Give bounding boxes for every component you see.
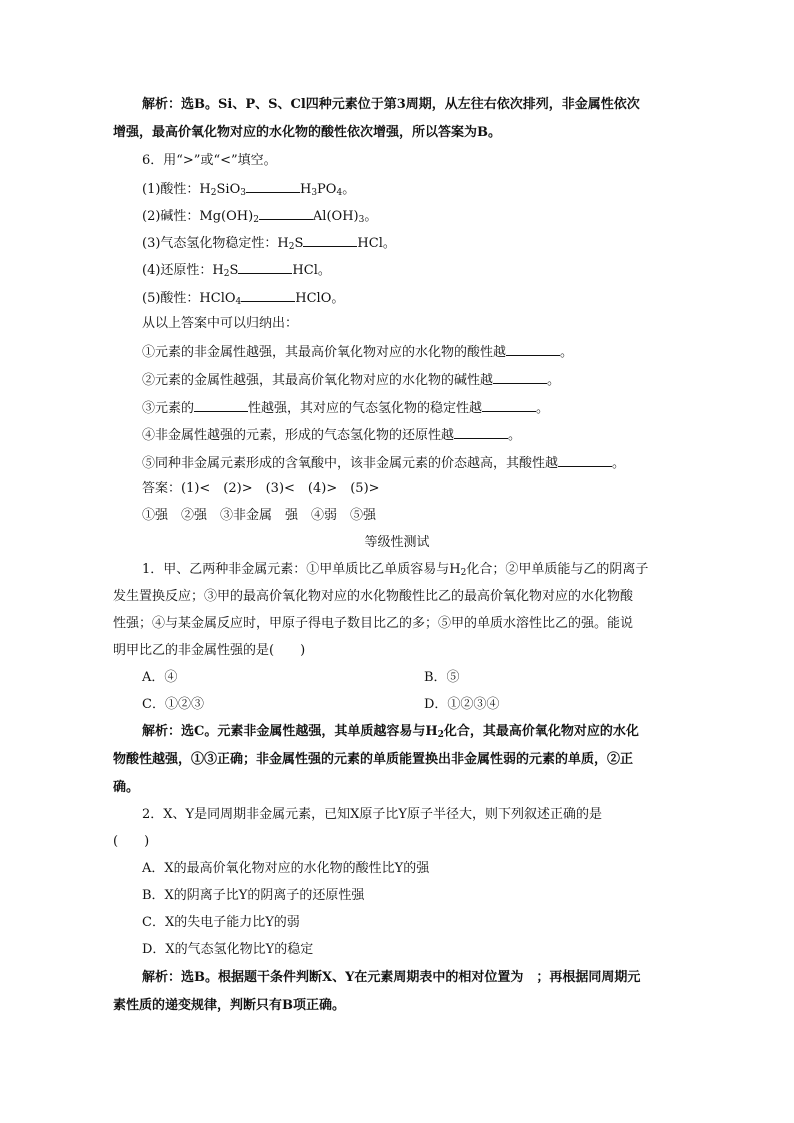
question-1-line-3: 性强；④与某金属反应时，甲原子得电子数目比乙的多；⑤甲的单质水溶性比乙的强。能说 <box>113 616 634 631</box>
summary-intro: 从以上答案中可以归纳出： <box>142 316 299 331</box>
question-1-option-d: D．①②③④ <box>424 697 500 712</box>
question-1-line-4: 明甲比乙的非金属性强的是( ) <box>113 643 306 658</box>
answer-blank <box>558 453 612 467</box>
answer-blank <box>454 425 508 439</box>
analysis-5-line-1: 解析：选B。Si、P、S、Cl四种元素位于第3周期，从左往右依次排列，非金属性依次 <box>142 97 640 112</box>
question-2-line-2: ( ) <box>113 834 150 849</box>
summary-2: ②元素的金属性越强，其最高价氧化物对应的水化物的碱性越 。 <box>142 370 560 389</box>
question-1-line-1: 1．甲、乙两种非金属元素：①甲单质比乙单质容易与$H_2$化合；②甲单质能与乙的阴离子 <box>142 562 649 578</box>
answer-blank <box>482 398 536 412</box>
answer-blank <box>506 342 560 356</box>
analysis-1-line-1: 解析：选C。元素非金属性越强，其单质越容易与$H_2$化合，其最高价氧化物对应的水化 <box>142 724 639 740</box>
question-1-line-2: 发生置换反应；③甲的最高价氧化物对应的水化物酸性比乙的最高价氧化物对应的水化物酸 <box>113 589 634 604</box>
summary-1: ①元素的非金属性越强，其最高价氧化物对应的水化物的酸性越 。 <box>142 342 573 361</box>
answer-blank <box>303 233 357 247</box>
analysis-1-line-2: 物酸性越强，①③正确；非金属性强的元素的单质能置换出非金属性弱的元素的单质，②正 <box>113 752 634 767</box>
question-1-option-a: A．④ <box>142 670 178 685</box>
question-6-stem: 6．用“>”或“<”填空。 <box>142 153 277 168</box>
question-6-item-1: (1)酸性：$H_2SiO_3$ $H_3PO_4$。 <box>142 179 355 198</box>
answer-blank <box>259 206 313 220</box>
answer-blank <box>493 370 547 384</box>
summary-5: ⑤同种非金属元素形成的含氧酸中，该非金属元素的价态越高，其酸性越 。 <box>142 453 625 472</box>
question-2-option-d: D．X的气态氢化物比Y的稳定 <box>142 942 314 957</box>
question-6-item-4: (4)还原性：$H_2S$ HCl。 <box>142 260 331 279</box>
analysis-5-line-2: 增强，最高价氧化物对应的水化物的酸性依次增强，所以答案为B。 <box>113 125 501 140</box>
question-1-option-c: C．①②③ <box>142 697 204 712</box>
answer-blank <box>241 288 295 302</box>
analysis-2-line-2: 素性质的递变规律，判断只有B项正确。 <box>113 998 345 1013</box>
answer-6-line-1: 答案：(1)< (2)> (3)< (4)> (5)> <box>142 481 380 496</box>
summary-4: ④非金属性越强的元素，形成的气态氢化物的还原性越 。 <box>142 425 521 444</box>
question-2-option-c: C．X的失电子能力比Y的弱 <box>142 915 300 930</box>
analysis-2-line-1: 解析：选B。根据题干条件判断X、Y在元素周期表中的相对位置为 ；再根据同周期元 <box>142 970 641 985</box>
question-1-option-b: B．⑤ <box>424 670 460 685</box>
question-2-option-a: A．X的最高价氧化物对应的水化物的酸性比Y的强 <box>142 861 430 876</box>
question-6-item-3: (3)气态氢化物稳定性：$H_2S$ HCl。 <box>142 233 396 252</box>
question-2-option-b: B．X的阴离子比Y的阴离子的还原性强 <box>142 888 365 903</box>
answer-6-line-2: ①强 ②强 ③非金属 强 ④弱 ⑤强 <box>142 508 377 523</box>
question-6-item-2: (2)碱性：$Mg(OH)_2$ $Al(OH)_3$。 <box>142 206 377 225</box>
answer-blank <box>238 260 292 274</box>
section-title: 等级性测试 <box>364 535 430 550</box>
question-6-item-5: (5)酸性：HClO$_4$ HClO。 <box>142 288 344 307</box>
summary-3: ③元素的 性越强，其对应的气态氢化物的稳定性越 。 <box>142 398 549 417</box>
analysis-1-line-3: 确。 <box>113 780 140 795</box>
question-2-line-1: 2．X、Y是同周期非金属元素，已知X原子比Y原子半径大，则下列叙述正确的是 <box>142 807 602 822</box>
answer-blank <box>246 179 300 193</box>
answer-blank <box>194 398 248 412</box>
